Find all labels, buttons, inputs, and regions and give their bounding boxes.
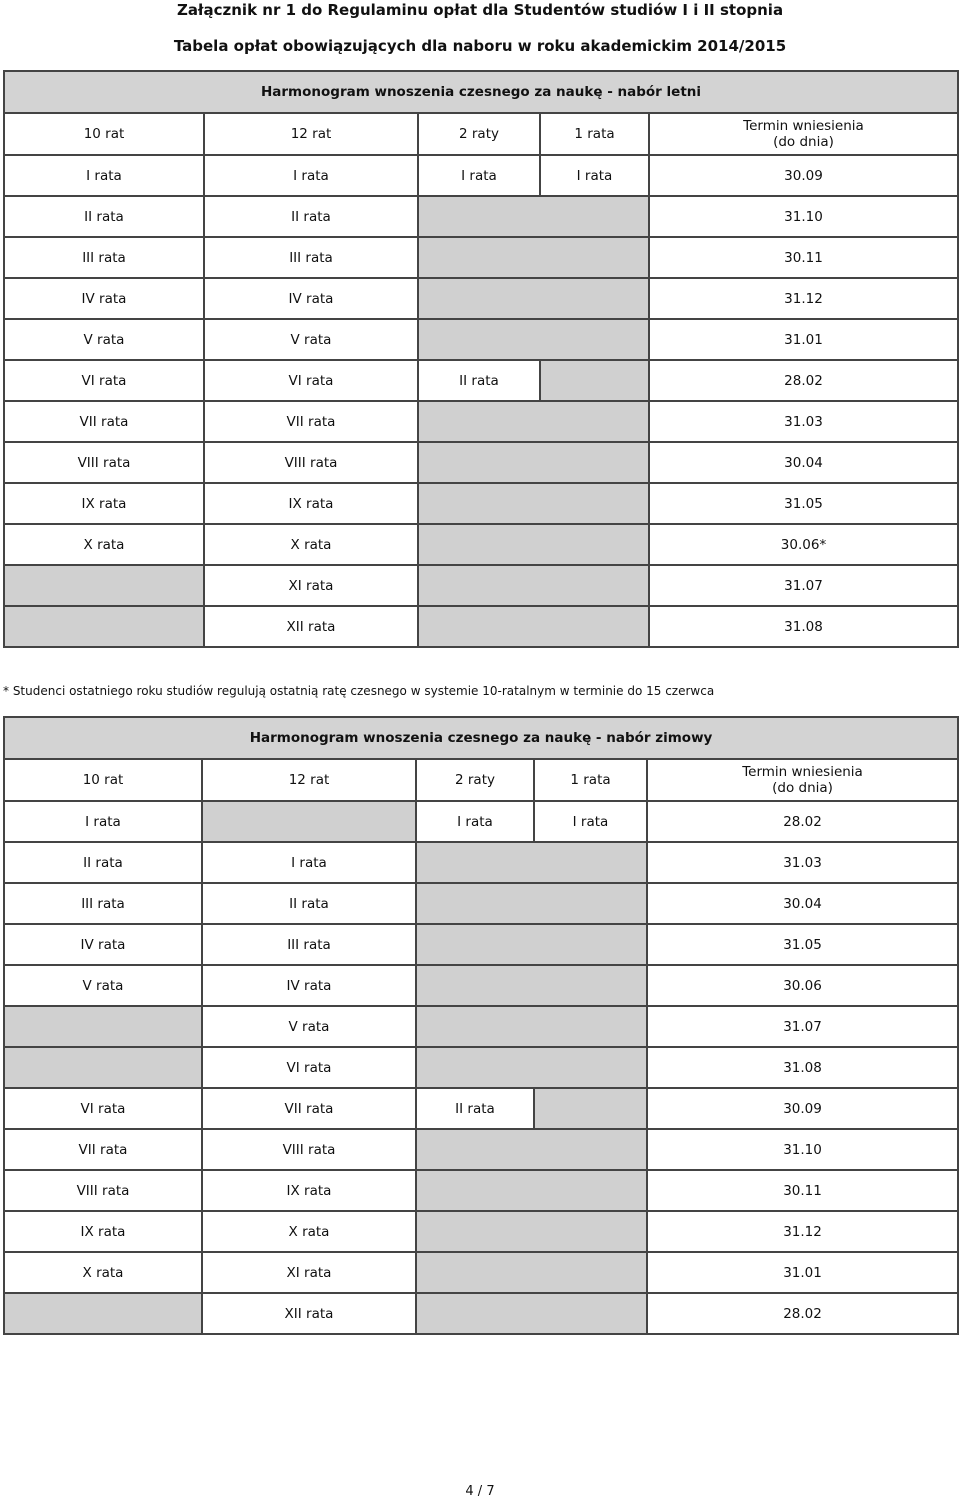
footnote: * Studenci ostatniego roku studiów regulują ostatnią ratę czesnego w systemie 10-ratalnym w terminie do 15 czerwca xyxy=(3,684,715,698)
cell-10-rat: I rata xyxy=(4,155,204,196)
cell-12-rat: VI rata xyxy=(204,360,418,401)
cell-10-rat: X rata xyxy=(4,1252,202,1293)
empty-cell xyxy=(4,565,204,606)
cell-termin: 31.07 xyxy=(647,1006,958,1047)
table-row xyxy=(4,924,958,965)
cell-12-rat: V rata xyxy=(204,319,418,360)
cell-10-rat: VII rata xyxy=(4,1129,202,1170)
cell-12-rat: V rata xyxy=(202,1006,416,1047)
cell-12-rat: XI rata xyxy=(202,1252,416,1293)
table-row xyxy=(4,606,958,647)
cell-10-rat: VI rata xyxy=(4,360,204,401)
cell-12-rat: III rata xyxy=(202,924,416,965)
table-row xyxy=(4,155,958,196)
cell-termin: 30.04 xyxy=(647,883,958,924)
table-row xyxy=(4,1088,958,1129)
cell-12-rat: I rata xyxy=(202,842,416,883)
cell-12-rat: VII rata xyxy=(202,1088,416,1129)
table-row xyxy=(4,1293,958,1334)
column-header-10-rat: 10 rat xyxy=(4,759,202,801)
winter-schedule-table xyxy=(3,716,959,1335)
table-row xyxy=(4,483,958,524)
empty-cell xyxy=(534,1088,647,1129)
cell-10-rat: III rata xyxy=(4,883,202,924)
cell-12-rat: XII rata xyxy=(204,606,418,647)
table-row xyxy=(4,319,958,360)
empty-cell xyxy=(416,1170,647,1211)
column-header-10-rat: 10 rat xyxy=(4,113,204,155)
table-row xyxy=(4,565,958,606)
winter-table-caption: Harmonogram wnoszenia czesnego za naukę - nabór zimowy xyxy=(4,717,958,759)
cell-termin: 30.11 xyxy=(649,237,958,278)
cell-termin: 31.01 xyxy=(649,319,958,360)
table-row xyxy=(4,1047,958,1088)
table-row xyxy=(4,401,958,442)
cell-12-rat: IV rata xyxy=(202,965,416,1006)
table-row xyxy=(4,883,958,924)
empty-cell xyxy=(416,1047,647,1088)
empty-cell xyxy=(416,842,647,883)
cell-termin: 31.10 xyxy=(647,1129,958,1170)
table-row xyxy=(4,965,958,1006)
cell-10-rat: VII rata xyxy=(4,401,204,442)
cell-termin: 31.03 xyxy=(647,842,958,883)
cell-10-rat: VIII rata xyxy=(4,1170,202,1211)
column-header-12-rat: 12 rat xyxy=(202,759,416,801)
cell-12-rat: X rata xyxy=(204,524,418,565)
cell-12-rat: X rata xyxy=(202,1211,416,1252)
document-title: Załącznik nr 1 do Regulaminu opłat dla Studentów studiów I i II stopnia xyxy=(176,1,784,19)
cell-termin: 31.03 xyxy=(649,401,958,442)
cell-termin: 31.07 xyxy=(649,565,958,606)
empty-cell xyxy=(416,1006,647,1047)
column-header-12-rat: 12 rat xyxy=(204,113,418,155)
cell-10-rat: V rata xyxy=(4,965,202,1006)
cell-termin: 31.12 xyxy=(647,1211,958,1252)
cell-10-rat: VI rata xyxy=(4,1088,202,1129)
empty-cell xyxy=(416,883,647,924)
cell-12-rat: VI rata xyxy=(202,1047,416,1088)
empty-cell xyxy=(418,319,649,360)
empty-cell xyxy=(418,606,649,647)
table-row xyxy=(4,278,958,319)
cell-12-rat: XI rata xyxy=(204,565,418,606)
table-row xyxy=(4,1211,958,1252)
empty-cell xyxy=(418,237,649,278)
cell-termin: 31.05 xyxy=(647,924,958,965)
empty-cell xyxy=(418,442,649,483)
table-row xyxy=(4,524,958,565)
empty-cell xyxy=(4,606,204,647)
cell-12-rat: IV rata xyxy=(204,278,418,319)
cell-1-rata: I rata xyxy=(540,155,649,196)
table-row xyxy=(4,360,958,401)
table-row xyxy=(4,442,958,483)
column-header-2-raty: 2 raty xyxy=(418,113,540,155)
column-header-1-rata: 1 rata xyxy=(534,759,647,801)
empty-cell xyxy=(418,565,649,606)
document-subtitle: Tabela opłat obowiązujących dla naboru w roku akademickim 2014/2015 xyxy=(173,37,787,55)
cell-12-rat: II rata xyxy=(204,196,418,237)
cell-10-rat: X rata xyxy=(4,524,204,565)
cell-termin: 28.02 xyxy=(647,1293,958,1334)
cell-termin: 30.11 xyxy=(647,1170,958,1211)
column-header-termin: Termin wniesienia (do dnia) xyxy=(647,759,958,801)
cell-2-raty: I rata xyxy=(418,155,540,196)
cell-10-rat: IX rata xyxy=(4,483,204,524)
summer-table-caption: Harmonogram wnoszenia czesnego za naukę - nabór letni xyxy=(4,71,958,113)
cell-12-rat: VII rata xyxy=(204,401,418,442)
table-row xyxy=(4,1006,958,1047)
cell-1-rata: I rata xyxy=(534,801,647,842)
table-header-row xyxy=(4,113,958,155)
page-indicator: 4 / 7 xyxy=(465,1484,495,1499)
cell-12-rat: IX rata xyxy=(202,1170,416,1211)
empty-cell xyxy=(4,1293,202,1334)
cell-termin: 30.09 xyxy=(647,1088,958,1129)
empty-cell xyxy=(4,1006,202,1047)
cell-12-rat: VIII rata xyxy=(204,442,418,483)
cell-termin: 31.08 xyxy=(649,606,958,647)
empty-cell xyxy=(418,524,649,565)
table-header-row xyxy=(4,759,958,801)
cell-termin: 30.09 xyxy=(649,155,958,196)
cell-12-rat: VIII rata xyxy=(202,1129,416,1170)
cell-10-rat: V rata xyxy=(4,319,204,360)
summer-schedule-table xyxy=(3,70,959,648)
table-row xyxy=(4,801,958,842)
cell-10-rat: VIII rata xyxy=(4,442,204,483)
empty-cell xyxy=(418,278,649,319)
cell-2-raty: I rata xyxy=(416,801,534,842)
cell-10-rat: II rata xyxy=(4,196,204,237)
table-caption-row xyxy=(4,717,958,759)
empty-cell xyxy=(418,401,649,442)
cell-12-rat: II rata xyxy=(202,883,416,924)
cell-2-raty: II rata xyxy=(416,1088,534,1129)
cell-termin: 31.01 xyxy=(647,1252,958,1293)
cell-termin: 31.08 xyxy=(647,1047,958,1088)
cell-termin: 30.06 xyxy=(647,965,958,1006)
cell-termin: 28.02 xyxy=(647,801,958,842)
empty-cell xyxy=(416,1211,647,1252)
empty-cell xyxy=(416,1129,647,1170)
column-header-1-rata: 1 rata xyxy=(540,113,649,155)
cell-termin: 31.10 xyxy=(649,196,958,237)
table-row xyxy=(4,1170,958,1211)
empty-cell xyxy=(540,360,649,401)
empty-cell xyxy=(202,801,416,842)
cell-12-rat: III rata xyxy=(204,237,418,278)
cell-10-rat: IV rata xyxy=(4,278,204,319)
cell-2-raty: II rata xyxy=(418,360,540,401)
empty-cell xyxy=(416,965,647,1006)
empty-cell xyxy=(418,196,649,237)
empty-cell xyxy=(416,1293,647,1334)
column-header-termin: Termin wniesienia (do dnia) xyxy=(649,113,958,155)
cell-termin: 28.02 xyxy=(649,360,958,401)
table-row xyxy=(4,1129,958,1170)
empty-cell xyxy=(4,1047,202,1088)
cell-termin: 30.04 xyxy=(649,442,958,483)
cell-10-rat: II rata xyxy=(4,842,202,883)
empty-cell xyxy=(416,924,647,965)
table-caption-row xyxy=(4,71,958,113)
cell-12-rat: XII rata xyxy=(202,1293,416,1334)
column-header-2-raty: 2 raty xyxy=(416,759,534,801)
table-row xyxy=(4,196,958,237)
cell-12-rat: IX rata xyxy=(204,483,418,524)
cell-10-rat: IV rata xyxy=(4,924,202,965)
table-row xyxy=(4,842,958,883)
cell-termin: 31.05 xyxy=(649,483,958,524)
cell-termin: 30.06* xyxy=(649,524,958,565)
empty-cell xyxy=(416,1252,647,1293)
table-row xyxy=(4,237,958,278)
cell-10-rat: III rata xyxy=(4,237,204,278)
empty-cell xyxy=(418,483,649,524)
cell-10-rat: I rata xyxy=(4,801,202,842)
cell-12-rat: I rata xyxy=(204,155,418,196)
cell-10-rat: IX rata xyxy=(4,1211,202,1252)
table-row xyxy=(4,1252,958,1293)
cell-termin: 31.12 xyxy=(649,278,958,319)
